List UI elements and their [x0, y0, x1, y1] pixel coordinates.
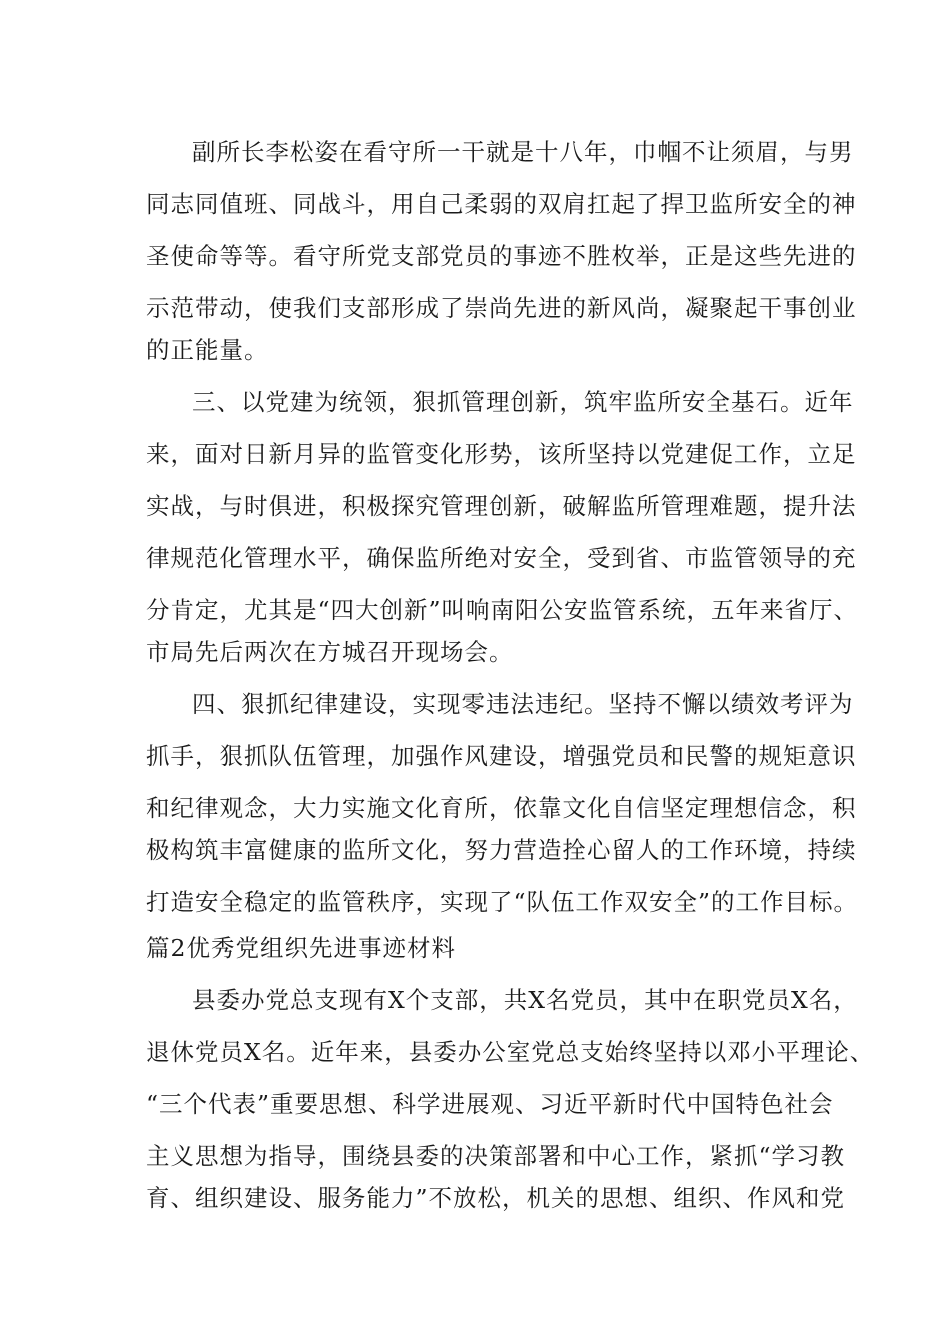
section-heading: 篇2优秀党组织先进事迹材料 [146, 934, 456, 962]
paragraph-line: 打造安全稳定的监管秩序，实现了“队伍工作双安全”的工作目标。 [146, 888, 859, 916]
paragraph-line: 同志同值班、同战斗，用自己柔弱的双肩扛起了捍卫监所安全的神 [146, 190, 857, 218]
paragraph-line: 示范带动，使我们支部形成了崇尚先进的新风尚，凝聚起干事创业 [146, 294, 857, 322]
paragraph-line: 主义思想为指导，围绕县委的决策部署和中心工作，紧抓“学习教 [146, 1142, 846, 1170]
paragraph-line: 圣使命等等。看守所党支部党员的事迹不胜枚举，正是这些先进的 [146, 242, 857, 270]
paragraph-line: 县委办党总支现有X个支部，共X名党员，其中在职党员X名， [192, 986, 858, 1014]
paragraph-line: “三个代表”重要思想、科学进展观、习近平新时代中国特色社会 [146, 1090, 834, 1118]
paragraph-line: 副所长李松姿在看守所一干就是十八年，巾帼不让须眉，与男 [192, 138, 854, 166]
paragraph-line: 律规范化管理水平，确保监所绝对安全，受到省、市监管领导的充 [146, 544, 857, 572]
paragraph-line: 极构筑丰富健康的监所文化，努力营造拴心留人的工作环境，持续 [146, 836, 857, 864]
paragraph-line: 和纪律观念，大力实施文化育所，依靠文化自信坚定理想信念，积 [146, 794, 857, 822]
paragraph-line: 的正能量。 [146, 336, 269, 364]
paragraph-line: 市局先后两次在方城召开现场会。 [146, 638, 514, 666]
paragraph-line: 三、以党建为统领，狠抓管理创新，筑牢监所安全基石。近年 [192, 388, 854, 416]
paragraph-line: 育、组织建设、服务能力”不放松，机关的思想、组织、作风和党 [146, 1184, 846, 1212]
paragraph-line: 来，面对日新月异的监管变化形势，该所坚持以党建促工作，立足 [146, 440, 857, 468]
paragraph-line: 分肯定，尤其是“四大创新”叫响南阳公安监管系统，五年来省厅、 [146, 596, 859, 624]
paragraph-line: 实战，与时俱进，积极探究管理创新，破解监所管理难题，提升法 [146, 492, 857, 520]
paragraph-line: 退休党员X名。近年来，县委办公室党总支始终坚持以邓小平理论、 [146, 1038, 875, 1066]
paragraph-line: 四、狠抓纪律建设，实现零违法违纪。坚持不懈以绩效考评为 [192, 690, 854, 718]
paragraph-line: 抓手，狠抓队伍管理，加强作风建设，增强党员和民警的规矩意识 [146, 742, 857, 770]
